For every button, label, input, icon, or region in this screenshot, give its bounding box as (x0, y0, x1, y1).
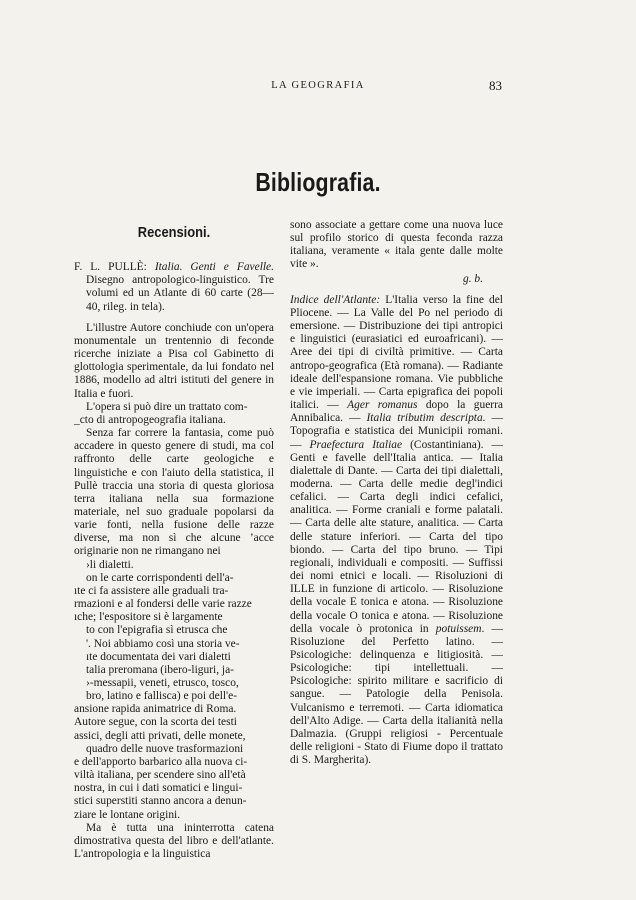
atlas-index-italic: Ager romanus (347, 399, 418, 412)
atlas-index-italic: Italia tributim descripta. (366, 412, 486, 425)
atlas-index-italic: Praefectura Italiae (309, 438, 403, 451)
section-heading: Recensioni. (137, 224, 211, 241)
running-header (0, 78, 636, 94)
right-column (290, 219, 503, 767)
citation-details: Disegno antropologico-linguistico. Tre volumi ed un Atlante di 60 carte (28—40, rileg. in tela). (86, 274, 274, 313)
citation-title: Italia. Genti e Favelle. (154, 261, 274, 274)
left-column (74, 224, 274, 861)
paragraph: on le carte corrispondenti dell'a- (86, 571, 234, 584)
atlas-index-text: L'Italia verso la fine del Pliocene. — La Valle del Po nel periodo di emersione. — Distribuzione dei tipi antropici e linguistici (eurasiatici ed euroafricani). — Aree dei tipi di civiltà primitive. — Carta antropo-geografica (Età romana). — Radiante ideale dell'espansione romana. Vie pubbliche e vie imperiali. — Carta epigrafica dei popoli italici. — (290, 293, 503, 412)
paragraph: rmazioni e al fondersi delle varie razze (74, 598, 252, 611)
paragraph: Senza far correre la fantasia, come può accadere in questo genere di studi, ma col raffronto delle carte geologiche e linguistiche e con l'aiuto della statistica, il Pullè traccia una storia di questa gloriosa terra italiana nella sua formazione materiale, nel suo graduale popolarsi da varie fonti, nella fusione delle razze diverse, ma non sì che alcune ’acce originarie non ne rimangano nei (74, 427, 274, 558)
atlas-index-lead: Indice dell'Atlante: (290, 293, 381, 306)
paragraph: e dell'apporto barbarico alla nuova ci- (74, 755, 248, 768)
reviewer-signature: g. b. (462, 272, 483, 285)
paragraph: ıte documentata dei vari dialetti (86, 650, 231, 663)
atlas-index-smallcaps: E (349, 596, 357, 609)
atlas-index-smallcaps: ILLE (290, 583, 315, 596)
page-number: 83 (489, 78, 502, 93)
citation-author: F. L. PULLÈ: (74, 261, 147, 274)
atlas-index (290, 294, 503, 768)
paragraph: assici, degli atti privati, delle monete, (74, 729, 246, 742)
paragraph: ›-messapii, veneti, etrusco, tosco, (86, 677, 239, 689)
atlas-index-italic: potuissem (435, 622, 482, 635)
page-title: Bibliografia. (255, 167, 381, 197)
atlas-index-text: — Topografia e statistica dei Municipii romani. — (290, 412, 503, 451)
paragraph: ıte ci fa assistere alle graduali tra- (74, 584, 229, 597)
atlas-index-text: tonica e atona. — Risoluzione della vocale ò protonica in (290, 609, 503, 635)
citation (74, 261, 274, 314)
atlas-index-text: in funzione di articolo. — Risoluzione della vocale (290, 583, 503, 609)
atlas-index-text: tonica e atona. — Risoluzione della vocale (290, 596, 503, 622)
paragraph: _cto di antropogeografia italiana. (74, 413, 226, 426)
paragraph: ansione rapida animatrice di Roma. (74, 703, 237, 716)
paragraph: ›li dialetti. (86, 558, 134, 571)
paragraph: L'illustre Autore conchiude con un'opera monumentale un trentennio di feconde ricerche iniziate a Pisa col Gabinetto di glottologia sperimentale, da lui fondato nel 1886, modello ad altri istituti del genere in Italia e fuori. (74, 321, 274, 400)
atlas-index-text: (Costantiniana). — Genti e favelle dell'Italia antica. — Italia dialettale di Dante. — Carta dei tipi dialettali, moderna. — Carta delle medie degl'indici cefalici. — Carta degli indici cefalici, analitica. — Forme craniali e forme palatali. — Carta delle alte stature, analitica. — Carta delle stature inferiori. — Carta del tipo biondo. — Carta del tipo bruno. — Tipi regionali, individuali e compositi. — Suffissi dei nomi etnici e locali. — Risoluzioni di (290, 438, 503, 583)
paragraph: Ma è tutta una ininterrotta catena dimostrativa questa del libro e dell'atlante. L'antropologia e la linguistica (74, 821, 274, 861)
paragraph: nostra, in cui i dati somatici e lingui- (74, 782, 243, 795)
paragraph: viltà italiana, per scendere sino all'età (74, 769, 246, 782)
running-title: LA GEOGRAFIA (271, 80, 365, 91)
review-closing: sono associate a gettare come una nuova luce sul profilo storico di questa feconda razza italiana, veramente « itala gente dalle molte vite ». (290, 219, 503, 271)
paragraph: Autore segue, con la scorta dei testi (74, 716, 237, 729)
atlas-index-text: . — Risoluzione del Perfetto latino. — Psicologiche: delinquenza e litigiosità. — Psicologiche: tipi intellettuali. — Psicologiche: spirito militare e sacrificio di sangue. — Patologie della Penisola. Vulcanismo e terremoti. — Carta idiomatica dell'Alto Adige. — Carta della italianità nella Dalmazia. (Gruppi religiosi - Percentuale delle religioni - Stato di Fiume dopo il trattato di S. Margherita). (290, 622, 503, 767)
paragraph: L'opera si può dire un trattato com- (86, 400, 248, 413)
paragraph: ıche; l'espositore si è largamente (74, 611, 223, 624)
atlas-index-text: dopo la guerra Annibalica. — (290, 399, 503, 425)
atlas-index-smallcaps: O (349, 609, 358, 622)
paragraph: '. Noi abbiamo così una storia ve- (86, 637, 240, 650)
paragraph: talia preromana (ibero-liguri, ja- (86, 663, 234, 676)
paragraph: to con l'epigrafia sì etrusca che (86, 624, 228, 637)
paragraph: quadro delle nuove trasformazioni (86, 742, 244, 755)
paragraph: bro, latino e fallisca) e poi dell'e- (86, 690, 238, 703)
paragraph: stici superstiti stanno ancora a denun- (74, 795, 247, 808)
paragraph: ziare le lontane origini. (74, 808, 181, 821)
